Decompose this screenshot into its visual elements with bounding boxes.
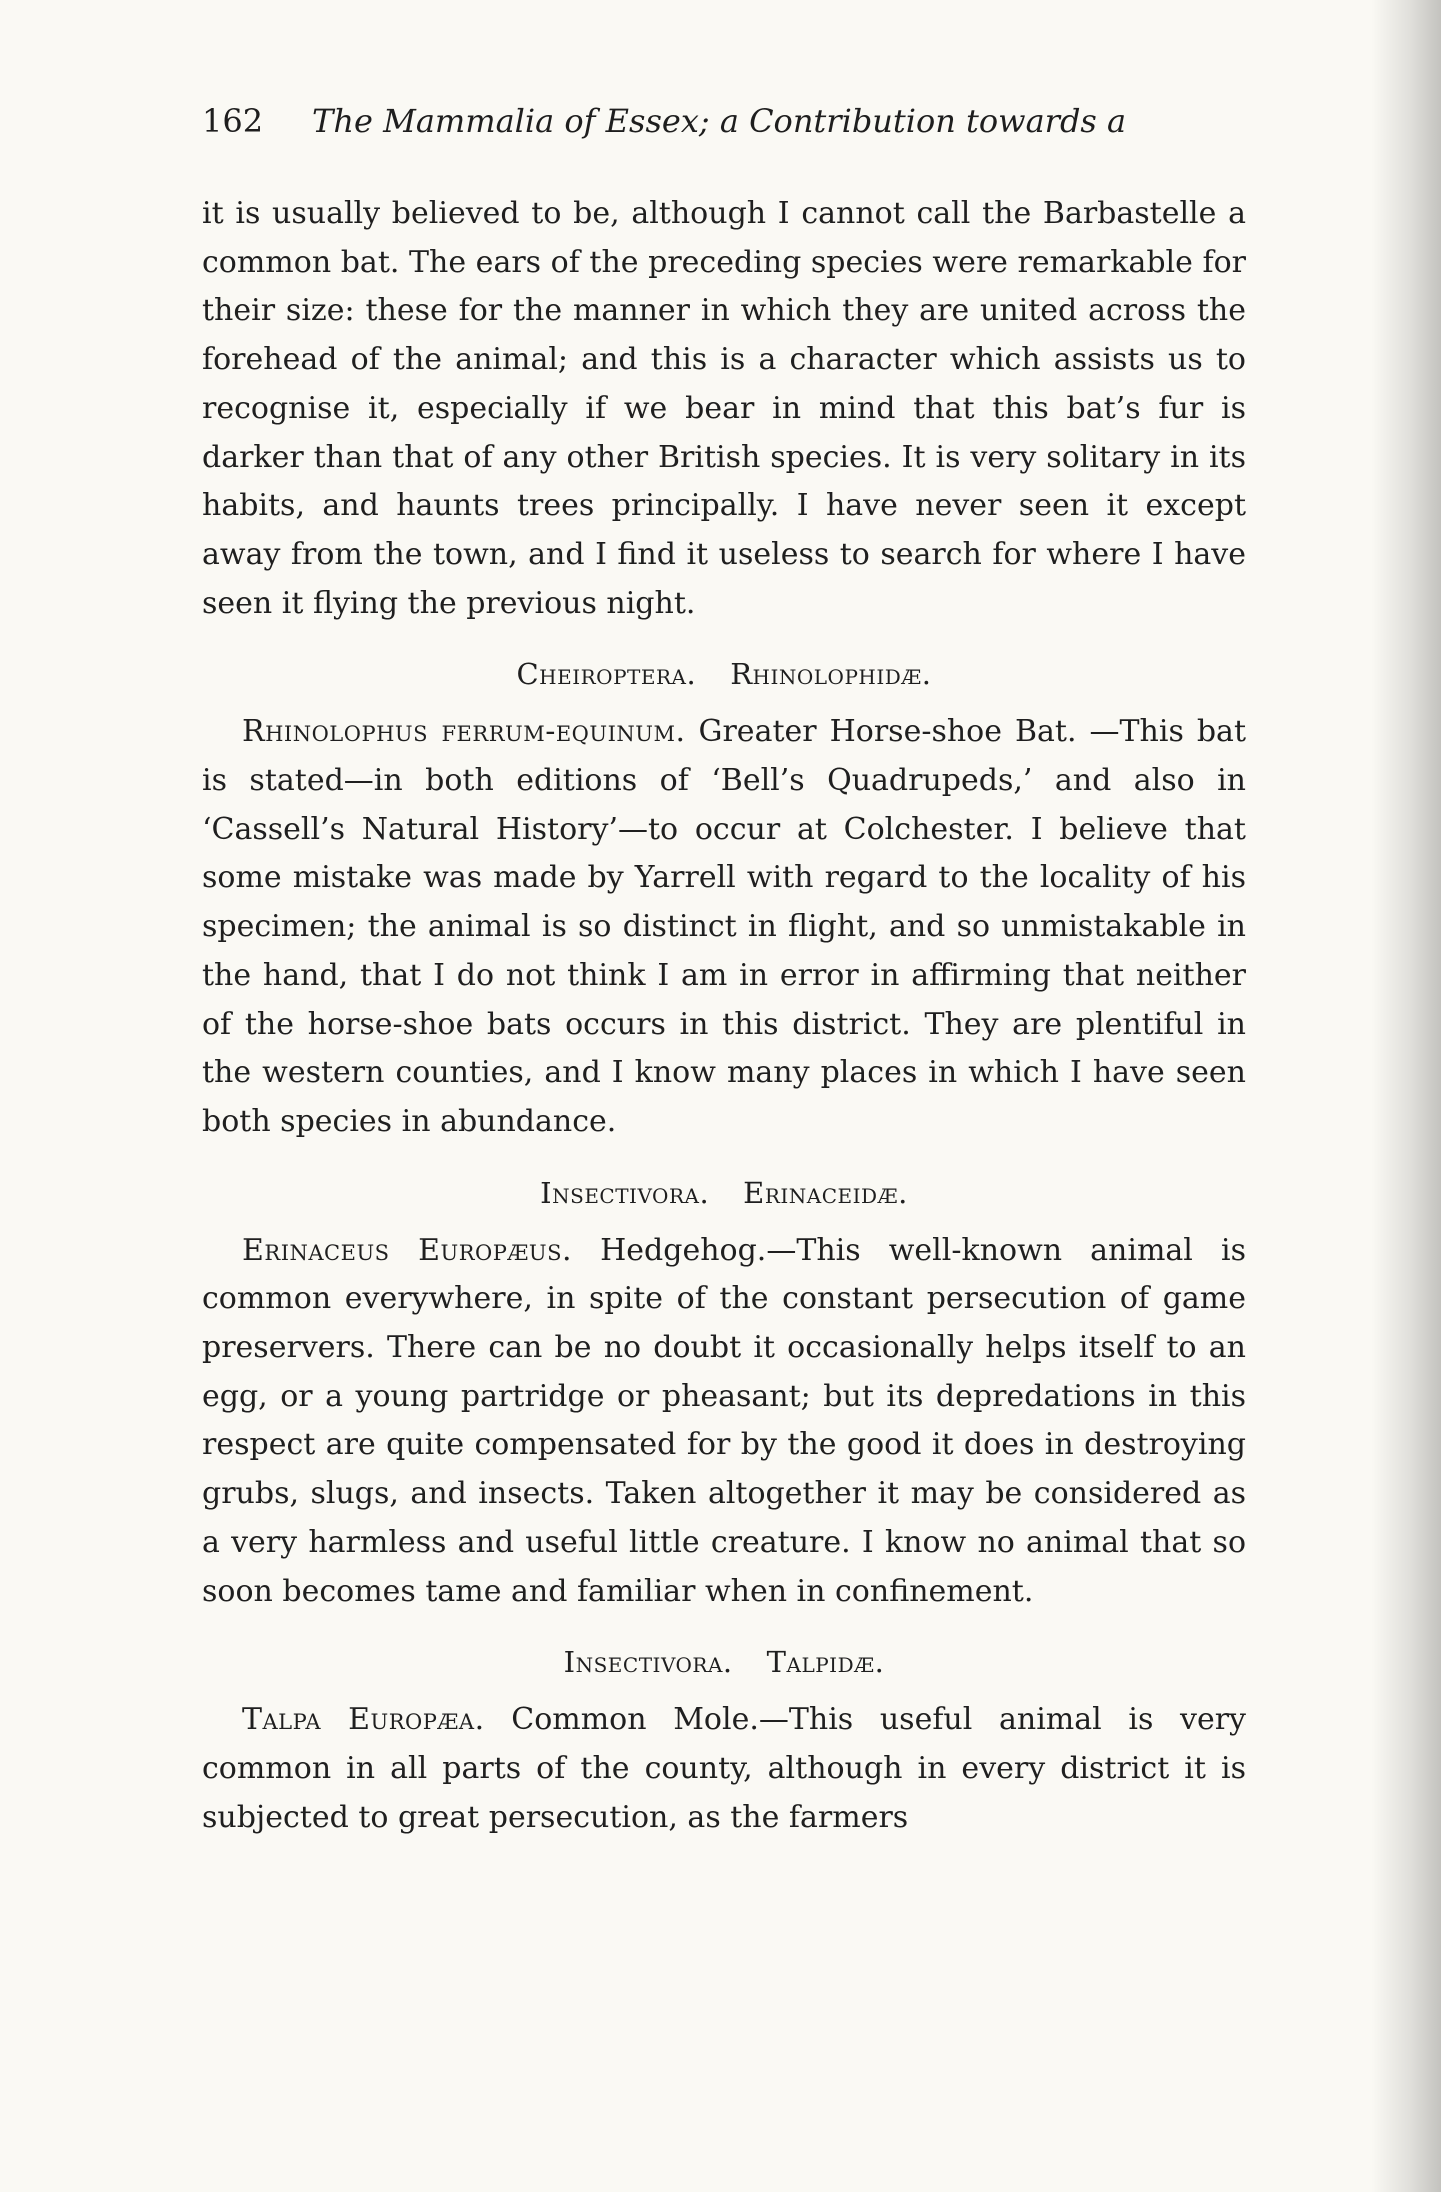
running-title: The Mammalia of Essex; a Contribution towards a — [312, 102, 1127, 140]
page-number: 162 — [202, 102, 264, 140]
section-heading-cheiroptera — [202, 650, 1246, 698]
section-heading-erinaceidae — [202, 1169, 1246, 1217]
rhinolophus-paragraph — [202, 708, 1246, 1146]
family-name: Erinaceidæ. — [743, 1175, 908, 1210]
barbastelle-paragraph: it is usually believed to be, although I cannot call the Barbastelle a common bat. The ears of the preceding species were remarkable for their size: these for the manner in which they are united across the forehead of the animal; and this is a character which assists us to recognise it, especially if we bear in mind that this bat’s fur is darker than that of any other British species. It is very solitary in its habits, and haunts trees principally. I have never seen it except away from the town, and I find it useless to search for where I have seen it flying the previous night. — [202, 196, 1246, 621]
species-name: Talpa Europæa. — [242, 1702, 485, 1738]
family-name: Rhinolophidæ. — [730, 657, 932, 692]
species-text: Common Mole.—This useful animal is very common in all parts of the county, although in every district it is subjected to great persecution, as the farmers — [202, 1702, 1246, 1835]
order-name: Insectivora. — [540, 1175, 710, 1210]
order-name: Insectivora. — [563, 1645, 733, 1680]
species-name: Rhinolophus ferrum-equinum. — [242, 714, 686, 750]
page-body — [202, 190, 1246, 1842]
section-heading-talpidae — [202, 1638, 1246, 1686]
family-name: Talpidæ. — [766, 1645, 885, 1680]
species-text: Greater Horse-shoe Bat. —This bat is stated—in both editions of ‘Bell’s Quadrupeds,’ and also in ‘Cassell’s Natural History’—to occur at Colchester. I believe that some mistake was made by Yarrell with regard to the locality of his specimen; the animal is so distinct in flight, and so unmistakable in the hand, that I do not think I am in error in affirming that neither of the horse-shoe bats occurs in this district. They are plentiful in the western counties, and I know many places in which I have seen both species in abundance. — [202, 714, 1246, 1139]
species-name: Erinaceus Europæus. — [242, 1232, 573, 1268]
species-text: Hedgehog.—This well-known animal is common everywhere, in spite of the constant persecution of game preservers. There can be no doubt it occasionally helps itself to an egg, or a young partridge or pheasant; but its depredations in this respect are quite compensated for by the good it does in destroying grubs, slugs, and insects. Taken altogether it may be considered as a very harmless and useful little creature. I know no animal that so soon becomes tame and familiar when in confinement. — [202, 1232, 1246, 1609]
running-header — [202, 102, 1202, 140]
talpa-paragraph — [202, 1696, 1246, 1842]
order-name: Cheiroptera. — [516, 657, 697, 692]
erinaceus-paragraph — [202, 1227, 1246, 1617]
